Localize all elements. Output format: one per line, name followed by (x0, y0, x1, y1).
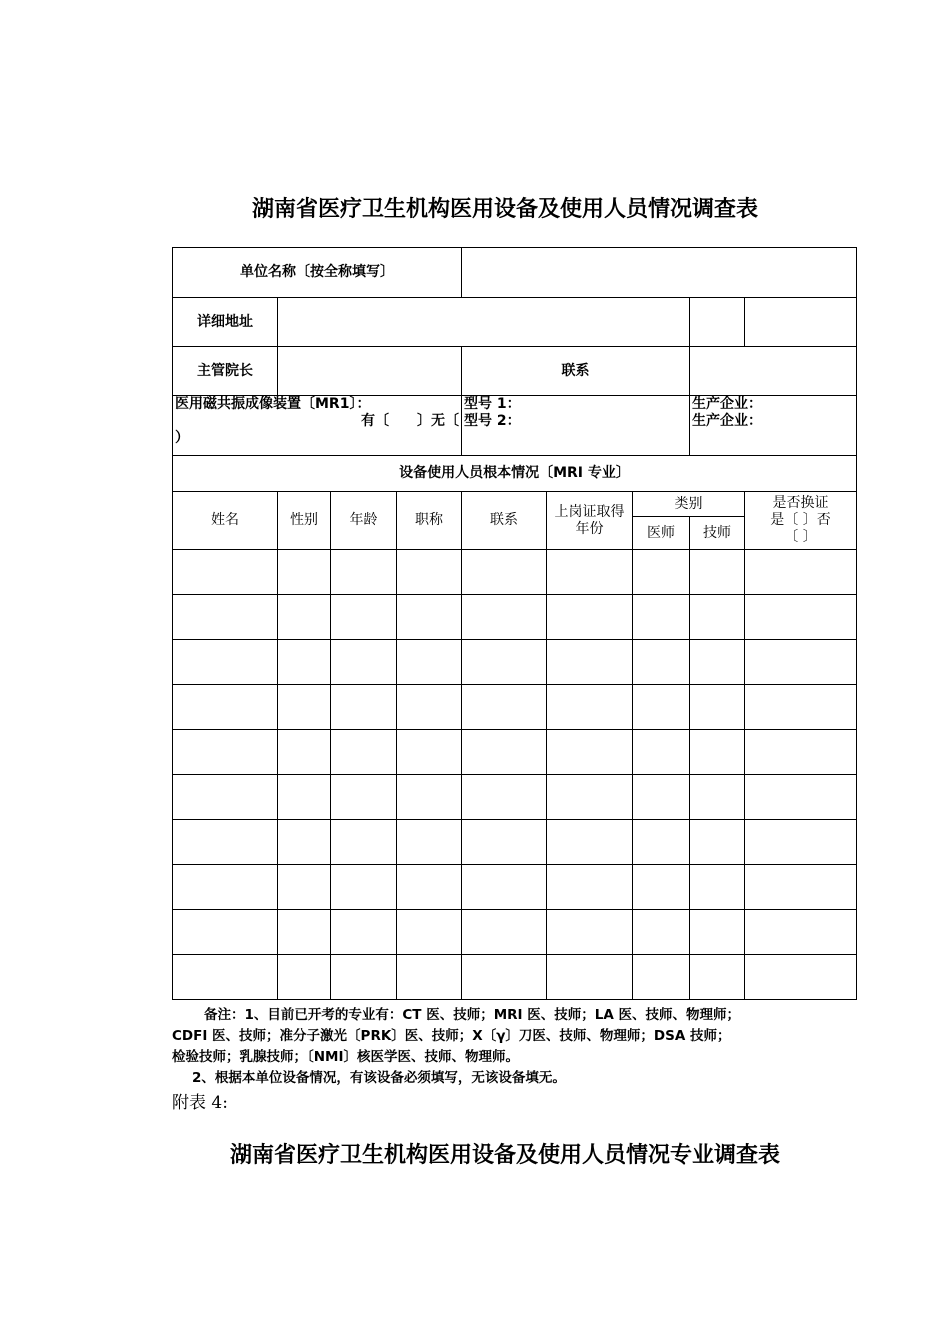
table-row (173, 730, 857, 775)
cell[interactable] (397, 865, 462, 910)
cell[interactable] (633, 730, 690, 775)
cell[interactable] (397, 955, 462, 1000)
cell[interactable] (745, 820, 857, 865)
cell[interactable] (173, 865, 278, 910)
cell[interactable] (745, 730, 857, 775)
cell[interactable] (462, 640, 547, 685)
cell[interactable] (547, 820, 633, 865)
cell[interactable] (690, 685, 745, 730)
cell[interactable] (173, 685, 278, 730)
address-extra-field-2[interactable] (745, 298, 857, 347)
cell[interactable] (397, 550, 462, 595)
cell[interactable] (547, 730, 633, 775)
second-form-title: 湖南省医疗卫生机构医用设备及使用人员情况专业调查表 (229, 1142, 780, 1168)
cell[interactable] (547, 775, 633, 820)
cell[interactable] (547, 865, 633, 910)
cell[interactable] (633, 820, 690, 865)
cell[interactable] (397, 910, 462, 955)
cell[interactable] (278, 595, 331, 640)
cell[interactable] (690, 730, 745, 775)
cell[interactable] (633, 640, 690, 685)
renewed-line-3: 〔 〕 (784, 529, 817, 545)
director-label: 主管院长 (173, 347, 278, 396)
table-row (173, 955, 857, 1000)
cell[interactable] (331, 910, 397, 955)
table-row (173, 640, 857, 685)
cell[interactable] (745, 685, 857, 730)
cell[interactable] (278, 910, 331, 955)
cell[interactable] (547, 955, 633, 1000)
cell[interactable] (173, 955, 278, 1000)
cell[interactable] (331, 775, 397, 820)
cell[interactable] (278, 730, 331, 775)
renewed-line-1: 是否换证 (772, 495, 829, 511)
director-row (173, 347, 857, 396)
table-row (173, 550, 857, 595)
col-category-header: 类别 (633, 492, 745, 517)
cell[interactable] (690, 550, 745, 595)
col-doctor-header: 医师 (633, 517, 690, 550)
cell[interactable] (547, 910, 633, 955)
cell[interactable] (690, 640, 745, 685)
contact-field[interactable] (690, 347, 857, 396)
annex-label: 附表 4: (172, 1093, 228, 1113)
address-field[interactable] (278, 298, 690, 347)
col-name-header: 姓名 (173, 492, 278, 550)
cell[interactable] (331, 595, 397, 640)
notes-block (172, 1005, 856, 1089)
col-cert-year-header: 上岗证取得年份 (547, 492, 633, 550)
cell[interactable] (278, 550, 331, 595)
note-line-1: 备注：1、目前已开考的专业有：CT 医、技师；MRI 医、技师；LA 医、技师、物理师； (204, 1007, 741, 1023)
cell[interactable] (745, 865, 857, 910)
survey-form-table (172, 247, 857, 1000)
cell[interactable] (173, 910, 278, 955)
cell[interactable] (462, 820, 547, 865)
cell[interactable] (462, 550, 547, 595)
cell[interactable] (547, 550, 633, 595)
cell[interactable] (278, 820, 331, 865)
section-header-row (173, 456, 857, 492)
director-field[interactable] (278, 347, 462, 396)
cell[interactable] (547, 595, 633, 640)
cell[interactable] (173, 730, 278, 775)
cell[interactable] (331, 640, 397, 685)
cell[interactable] (278, 685, 331, 730)
table-row (173, 685, 857, 730)
cell[interactable] (690, 775, 745, 820)
cell[interactable] (397, 685, 462, 730)
table-row (173, 865, 857, 910)
unit-name-label: 单位名称〔按全称填写〕 (173, 248, 462, 298)
unit-name-row (173, 248, 857, 298)
renewed-line-2: 是〔 〕否 (770, 512, 831, 528)
manufacturer-1-label: 生产企业： (692, 396, 762, 412)
cell[interactable] (397, 820, 462, 865)
cell[interactable] (547, 685, 633, 730)
cell[interactable] (278, 955, 331, 1000)
cell[interactable] (331, 730, 397, 775)
unit-name-field[interactable] (462, 248, 857, 298)
cell[interactable] (745, 640, 857, 685)
mri-device-cell[interactable] (173, 396, 462, 456)
cell[interactable] (462, 685, 547, 730)
address-label: 详细地址 (173, 298, 278, 347)
cell[interactable] (173, 775, 278, 820)
model-cell[interactable] (462, 396, 690, 456)
cell[interactable] (278, 775, 331, 820)
mri-closing-paren: ） (175, 430, 189, 446)
cell[interactable] (633, 595, 690, 640)
cell[interactable] (397, 730, 462, 775)
model-2-label: 型号 2： (464, 413, 521, 429)
note-line-3: 检验技师；乳腺技师；〔NMI〕核医学医、技师、物理师。 (172, 1049, 520, 1065)
cell[interactable] (331, 685, 397, 730)
cell[interactable] (462, 595, 547, 640)
col-technician-header: 技师 (690, 517, 745, 550)
cell[interactable] (745, 955, 857, 1000)
col-title-header: 职称 (397, 492, 462, 550)
col-age-header: 年龄 (331, 492, 397, 550)
column-header-row-1 (173, 492, 857, 517)
address-row (173, 298, 857, 347)
cell[interactable] (690, 820, 745, 865)
cell[interactable] (462, 865, 547, 910)
cell[interactable] (547, 640, 633, 685)
cell[interactable] (745, 910, 857, 955)
cell[interactable] (462, 955, 547, 1000)
cell[interactable] (331, 955, 397, 1000)
cell[interactable] (633, 955, 690, 1000)
table-row (173, 820, 857, 865)
cell[interactable] (331, 550, 397, 595)
cell[interactable] (690, 955, 745, 1000)
cell[interactable] (397, 640, 462, 685)
cell[interactable] (690, 595, 745, 640)
cell[interactable] (745, 595, 857, 640)
cell[interactable] (278, 640, 331, 685)
cell[interactable] (633, 910, 690, 955)
cell[interactable] (173, 595, 278, 640)
cell[interactable] (745, 550, 857, 595)
cell[interactable] (173, 550, 278, 595)
manufacturer-cell[interactable] (690, 396, 857, 456)
cell[interactable] (633, 685, 690, 730)
cell[interactable] (462, 910, 547, 955)
table-row (173, 910, 857, 955)
cell[interactable] (173, 820, 278, 865)
cell[interactable] (462, 775, 547, 820)
table-row (173, 595, 857, 640)
model-1-label: 型号 1： (464, 396, 521, 412)
contact-label: 联系 (462, 347, 690, 396)
mri-device-label: 医用磁共振成像装置〔MR1〕： (175, 396, 371, 412)
cell[interactable] (397, 595, 462, 640)
mri-has-none-option[interactable]: 有〔 〕无〔 (361, 413, 459, 429)
cell[interactable] (331, 820, 397, 865)
address-extra-field-1[interactable] (690, 298, 745, 347)
col-contact-header: 联系 (462, 492, 547, 550)
form-title: 湖南省医疗卫生机构医用设备及使用人员情况调查表 (251, 196, 758, 222)
cell[interactable] (397, 775, 462, 820)
manufacturer-2-label: 生产企业： (692, 413, 762, 429)
cell[interactable] (278, 865, 331, 910)
col-renewed-header (745, 492, 857, 550)
cell[interactable] (690, 910, 745, 955)
cell[interactable] (331, 865, 397, 910)
cell[interactable] (462, 730, 547, 775)
cell[interactable] (633, 775, 690, 820)
col-gender-header: 性别 (278, 492, 331, 550)
section-header: 设备使用人员根本情况〔MRI 专业〕 (173, 456, 857, 492)
cell[interactable] (633, 550, 690, 595)
mri-device-row (173, 396, 857, 456)
cell[interactable] (633, 865, 690, 910)
note-line-2: CDFI 医、技师；准分子激光〔PRK〕医、技师；X〔γ〕刀医、技师、物理师；DSA 技师； (172, 1028, 731, 1044)
cell[interactable] (173, 640, 278, 685)
table-row (173, 775, 857, 820)
cell[interactable] (690, 865, 745, 910)
cell[interactable] (745, 775, 857, 820)
note-line-4: 2、根据本单位设备情况，有该设备必须填写，无该设备填无。 (192, 1070, 566, 1086)
